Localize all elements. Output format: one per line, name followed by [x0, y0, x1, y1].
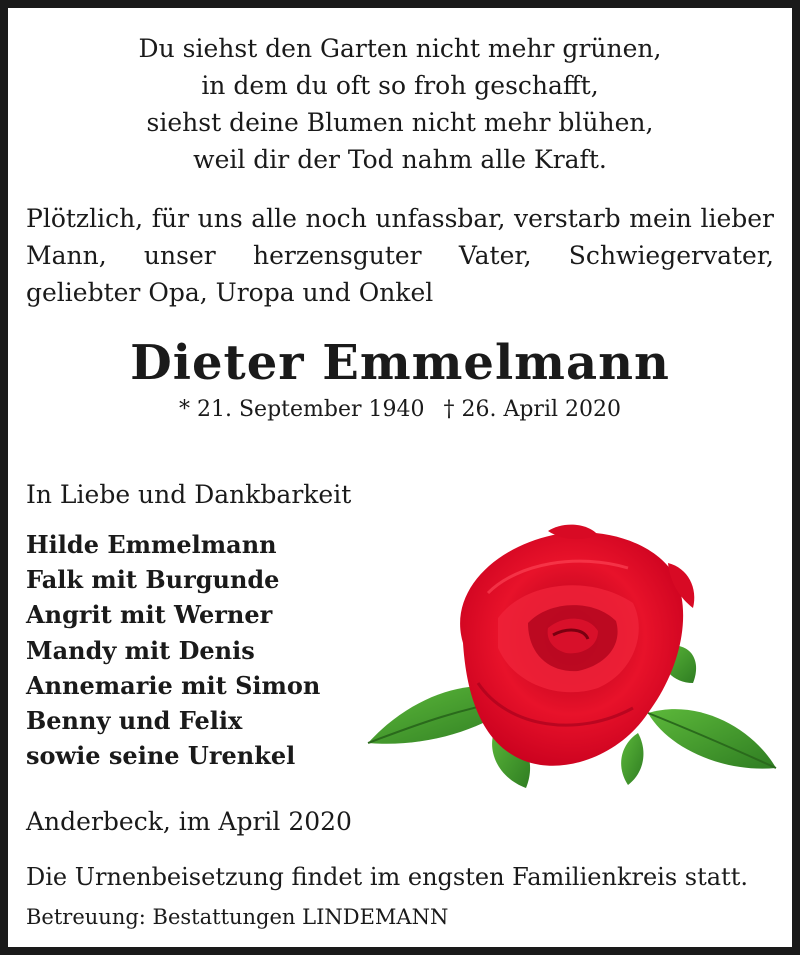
- mourner: Mandy mit Denis: [26, 635, 255, 665]
- intro-text: Plötzlich, für uns alle noch unfassbar, verstarb mein lieber Mann, unser herzensguter Vater, Schwiegervater, geliebter Opa, Uropa und Onkel: [26, 204, 774, 307]
- burial-notice: Die Urnenbeisetzung findet im engsten Familienkreis statt.: [26, 863, 748, 891]
- mourners-list: [26, 527, 320, 773]
- death-date: † 26. April 2020: [443, 397, 621, 422]
- mourner: Angrit mit Werner: [26, 600, 273, 630]
- thanks-line: In Liebe und Dankbarkeit: [26, 480, 352, 509]
- place-date: Anderbeck, im April 2020: [26, 807, 352, 836]
- birth-date: * 21. September 1940: [179, 397, 425, 422]
- mourner: Annemarie mit Simon: [26, 670, 321, 700]
- deceased-name: Dieter Emmelmann: [130, 335, 670, 391]
- red-rose-image: [348, 523, 788, 793]
- poem-line-2: in dem du oft so froh geschafft,: [201, 71, 599, 100]
- mourner: Hilde Emmelmann: [26, 530, 277, 559]
- mourner: sowie seine Urenkel: [26, 741, 296, 771]
- poem-line-3: siehst deine Blumen nicht mehr blühen,: [146, 108, 654, 137]
- life-dates: [8, 395, 792, 425]
- poem: [8, 30, 792, 178]
- poem-line-1: Du siehst den Garten nicht mehr grünen,: [138, 34, 662, 63]
- mourner: Benny und Felix: [26, 706, 243, 736]
- poem-line-4: weil dir der Tod nahm alle Kraft.: [193, 145, 607, 174]
- undertaker-line: Betreuung: Bestattungen LINDEMANN: [26, 905, 449, 929]
- mourner: Falk mit Burgunde: [26, 565, 280, 595]
